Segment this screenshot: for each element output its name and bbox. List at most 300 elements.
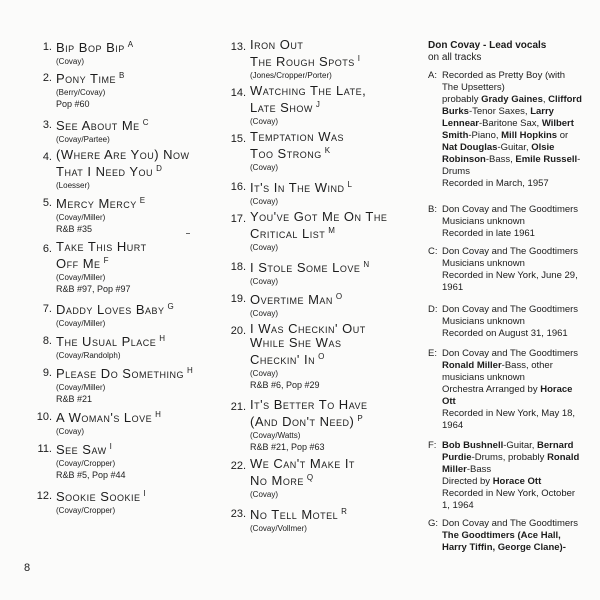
track-number: 8. bbox=[42, 335, 52, 347]
session-note bbox=[428, 246, 596, 294]
track-title-text: A Woman's Love bbox=[56, 410, 153, 425]
track-title-line bbox=[250, 336, 366, 350]
track-title-text: Watching The Late, bbox=[250, 83, 367, 98]
songwriter-credits: (Covay/Cropper) bbox=[56, 459, 116, 468]
session-detail-line bbox=[442, 70, 596, 82]
track-title-text: (And Don't Need) bbox=[250, 414, 355, 429]
session-detail-line bbox=[442, 228, 596, 240]
track-number: 4. bbox=[42, 151, 52, 163]
session-text: , bbox=[542, 94, 549, 105]
session-reference: P bbox=[357, 414, 364, 423]
musician-name: Grady Gaines bbox=[481, 94, 543, 105]
track-number: 7. bbox=[42, 303, 52, 315]
session-text: Recorded in late 1961 bbox=[442, 228, 535, 239]
session-note bbox=[428, 304, 596, 340]
songwriter-credits: (Covay) bbox=[250, 369, 279, 378]
session-text: -Bass bbox=[466, 464, 492, 475]
session-text: -Guitar, bbox=[503, 440, 538, 451]
songwriter-credits: (Covay/Watts) bbox=[250, 431, 301, 440]
session-detail-line bbox=[442, 282, 596, 294]
songwriter-credits: (Covay/Miller) bbox=[56, 383, 106, 392]
track-title bbox=[250, 457, 355, 488]
session-reference: N bbox=[363, 260, 370, 269]
session-reference: Q bbox=[306, 473, 314, 482]
session-text: Drums bbox=[442, 166, 470, 177]
track-title-text: No More bbox=[250, 473, 304, 488]
session-reference: O bbox=[318, 352, 325, 361]
session-text: Don Covay and The Goodtimers bbox=[442, 518, 579, 529]
session-detail-line bbox=[442, 270, 596, 282]
track-title-text: Too Strong bbox=[250, 146, 322, 161]
session-detail-line bbox=[442, 408, 596, 420]
track-item bbox=[0, 69, 125, 110]
lead-vocals-name: Don Covay - Lead vocals bbox=[428, 40, 547, 51]
session-reference: G bbox=[167, 302, 175, 311]
songwriter-credits: (Covay) bbox=[250, 277, 279, 286]
track-number: 3. bbox=[42, 119, 52, 131]
track-item bbox=[0, 364, 193, 405]
songwriter-credits: (Covay) bbox=[56, 427, 85, 436]
track-number: 6. bbox=[42, 243, 52, 255]
session-detail-line bbox=[442, 178, 596, 190]
session-reference: L bbox=[347, 180, 353, 189]
session-letter: D: bbox=[428, 304, 438, 315]
session-text: -Guitar, bbox=[497, 142, 532, 153]
track-item bbox=[218, 178, 352, 207]
session-letter: C: bbox=[428, 246, 438, 257]
session-text: Recorded in New York, May 18, bbox=[442, 408, 576, 419]
musician-name: Robinson bbox=[442, 154, 486, 165]
session-detail-line bbox=[442, 396, 596, 408]
session-detail-line bbox=[442, 328, 596, 340]
musician-name: Ronald Miller bbox=[442, 360, 502, 371]
session-detail-line bbox=[442, 258, 596, 270]
track-title-line bbox=[250, 350, 366, 367]
track-title-text: No Tell Motel bbox=[250, 507, 339, 522]
session-text: - bbox=[577, 154, 581, 165]
track-title-text: Temptation Was bbox=[250, 129, 344, 144]
track-title-text: The Rough Spots bbox=[250, 54, 355, 69]
session-letter: B: bbox=[428, 204, 437, 215]
track-title-line bbox=[250, 178, 352, 195]
track-title bbox=[250, 210, 387, 241]
session-reference: D bbox=[156, 164, 163, 173]
session-detail-line bbox=[442, 360, 596, 372]
track-title-line bbox=[250, 412, 368, 429]
session-text: Recorded as Pretty Boy (with bbox=[442, 70, 566, 81]
session-reference: B bbox=[119, 71, 125, 80]
track-item bbox=[218, 505, 347, 534]
track-title-text: The Usual Place bbox=[56, 334, 157, 349]
session-text: Recorded in New York, October bbox=[442, 488, 576, 499]
session-detail-line bbox=[442, 166, 596, 178]
session-reference: I bbox=[143, 489, 147, 498]
session-text: -Baritone Sax, bbox=[478, 118, 542, 129]
track-number: 11. bbox=[37, 443, 52, 455]
musician-name: Olsie bbox=[531, 142, 555, 153]
songwriter-credits: (Covay/Vollmer) bbox=[250, 524, 307, 533]
track-number: 2. bbox=[42, 72, 52, 84]
track-item bbox=[0, 332, 166, 361]
session-reference: K bbox=[324, 146, 331, 155]
track-title-text: Iron Out bbox=[250, 37, 304, 52]
songwriter-credits: (Berry/Covay) bbox=[56, 88, 106, 97]
track-item bbox=[0, 408, 161, 437]
track-title-line bbox=[56, 487, 146, 504]
session-text: Recorded in New York, June 29, bbox=[442, 270, 578, 281]
track-title-text: Daddy Loves Baby bbox=[56, 302, 165, 317]
session-letter: A: bbox=[428, 70, 437, 81]
track-item bbox=[0, 194, 146, 235]
musician-name: Horace Ott bbox=[492, 476, 542, 487]
track-number: 9. bbox=[42, 367, 52, 379]
session-detail-line bbox=[442, 488, 596, 500]
musician-name: Smith bbox=[442, 130, 469, 141]
track-number: 14. bbox=[230, 87, 246, 99]
track-title bbox=[56, 332, 166, 349]
track-title bbox=[56, 116, 149, 133]
track-item bbox=[218, 38, 360, 81]
session-reference: H bbox=[155, 410, 162, 419]
session-detail-line bbox=[442, 130, 596, 142]
track-title bbox=[56, 408, 161, 425]
session-detail-line bbox=[442, 216, 596, 228]
track-title-line bbox=[250, 471, 355, 488]
session-letter: E: bbox=[428, 348, 437, 359]
track-item bbox=[218, 258, 370, 287]
track-title-text: We Can't Make It bbox=[250, 456, 355, 471]
session-text: Recorded on August 31, 1961 bbox=[442, 328, 568, 339]
track-item bbox=[0, 148, 190, 191]
session-detail-line bbox=[442, 118, 596, 130]
track-title-text: Sookie Sookie bbox=[56, 489, 141, 504]
session-text: Musicians unknown bbox=[442, 258, 525, 269]
track-title-text: Take This Hurt bbox=[56, 239, 147, 254]
session-reference: R bbox=[341, 507, 348, 516]
track-title-text: Pony Time bbox=[56, 71, 116, 86]
track-number: 13. bbox=[230, 41, 246, 53]
chart-position: R&B #21 bbox=[56, 394, 93, 404]
track-number: 18. bbox=[230, 261, 246, 273]
track-title-line bbox=[250, 505, 347, 522]
track-title-line bbox=[56, 364, 193, 381]
session-text: Directed by bbox=[442, 476, 493, 487]
track-title bbox=[250, 398, 368, 429]
track-title bbox=[56, 194, 146, 211]
musician-name: Bob Bushnell bbox=[442, 440, 504, 451]
track-number: 17. bbox=[230, 213, 246, 225]
track-title-text: See Saw bbox=[56, 442, 107, 457]
session-details bbox=[442, 204, 596, 240]
track-title-line bbox=[250, 130, 344, 144]
track-title-line bbox=[56, 332, 166, 349]
songwriter-credits: (Covay/Cropper) bbox=[56, 506, 116, 515]
musician-name: The Goodtimers (Ace Hall, bbox=[442, 530, 561, 541]
musician-name: Harry Tiffin, George Clane)- bbox=[442, 542, 566, 553]
track-title-line bbox=[56, 240, 147, 254]
songwriter-credits: (Covay/Miller) bbox=[56, 213, 106, 222]
session-text: probably bbox=[442, 94, 482, 105]
track-title bbox=[250, 178, 352, 195]
track-title bbox=[250, 130, 344, 161]
track-title-line bbox=[250, 144, 344, 161]
session-detail-line bbox=[442, 246, 596, 258]
songwriter-credits: (Covay/Miller) bbox=[56, 319, 106, 328]
session-detail-line bbox=[442, 106, 596, 118]
session-reference: M bbox=[328, 226, 336, 235]
songwriter-credits: (Covay/Partee) bbox=[56, 135, 110, 144]
track-title-text: Mercy Mercy bbox=[56, 196, 137, 211]
track-title-text: It's Better To Have bbox=[250, 397, 368, 412]
track-number: 19. bbox=[230, 293, 246, 305]
session-letter: F: bbox=[428, 440, 437, 451]
session-detail-line bbox=[442, 440, 596, 452]
track-item bbox=[218, 290, 343, 319]
track-title-text: (Where Are You) Now bbox=[56, 147, 190, 162]
track-title-line bbox=[250, 38, 360, 52]
track-title-text: Late Show bbox=[250, 100, 313, 115]
session-text: Don Covay and The Goodtimers bbox=[442, 304, 579, 315]
track-title-text: While She Was bbox=[250, 335, 342, 350]
track-item bbox=[0, 38, 134, 67]
session-text: Don Covay and The Goodtimers bbox=[442, 348, 579, 359]
session-reference: H bbox=[186, 366, 194, 375]
track-title-line bbox=[56, 254, 147, 271]
session-detail-line bbox=[442, 518, 596, 530]
session-detail-line bbox=[442, 476, 596, 488]
songwriter-credits: (Covay) bbox=[56, 57, 85, 66]
lead-vocals-note: on all tracks bbox=[428, 52, 482, 63]
track-title bbox=[56, 300, 174, 317]
session-reference: J bbox=[315, 100, 321, 109]
songwriter-credits: (Covay) bbox=[250, 197, 279, 206]
session-detail-line bbox=[442, 420, 596, 432]
chart-position: R&B #21, Pop #63 bbox=[250, 442, 325, 452]
track-item bbox=[218, 210, 387, 253]
track-title bbox=[250, 322, 366, 367]
track-number: 23. bbox=[230, 508, 246, 520]
track-title-text: Off Me bbox=[56, 256, 101, 271]
songwriter-credits: (Covay) bbox=[250, 243, 279, 252]
track-title-text: It's In The Wind bbox=[250, 180, 345, 195]
session-text: Don Covay and The Goodtimers bbox=[442, 204, 579, 215]
track-title-line bbox=[250, 398, 368, 412]
track-number: 1. bbox=[42, 41, 52, 53]
track-title-line bbox=[250, 258, 370, 275]
chart-position: R&B #5, Pop #44 bbox=[56, 470, 126, 480]
track-title bbox=[250, 505, 347, 522]
session-detail-line bbox=[442, 204, 596, 216]
session-text: Musicians unknown bbox=[442, 216, 525, 227]
track-title-line bbox=[250, 290, 343, 307]
track-title-line bbox=[56, 194, 146, 211]
track-item bbox=[218, 457, 355, 500]
session-reference: I bbox=[357, 54, 361, 63]
track-item bbox=[0, 440, 126, 481]
track-title bbox=[56, 487, 146, 504]
session-detail-line bbox=[442, 500, 596, 512]
songwriter-credits: (Covay) bbox=[250, 490, 279, 499]
track-title-line bbox=[56, 148, 190, 162]
track-item bbox=[218, 322, 366, 391]
track-title-text: Critical List bbox=[250, 226, 326, 241]
session-details bbox=[442, 440, 596, 512]
session-reference: A bbox=[127, 40, 134, 49]
musician-name: Purdie bbox=[442, 452, 472, 463]
track-title bbox=[56, 364, 193, 381]
session-text: musicians unknown bbox=[442, 372, 525, 383]
songwriter-credits: (Covay/Miller) bbox=[56, 273, 106, 282]
songwriter-credits: (Jones/Cropper/Porter) bbox=[250, 71, 332, 80]
musician-name: Bernard bbox=[537, 440, 574, 451]
songwriter-credits: (Covay) bbox=[250, 309, 279, 318]
musician-name: Ott bbox=[442, 396, 456, 407]
session-note bbox=[428, 348, 596, 432]
musician-name: Burks bbox=[442, 106, 469, 117]
track-title bbox=[56, 240, 147, 271]
session-text: The Upsetters) bbox=[442, 82, 505, 93]
session-text: or bbox=[557, 130, 569, 141]
musician-name: Emile Russell bbox=[515, 154, 578, 165]
session-text: Recorded in March, 1957 bbox=[442, 178, 549, 189]
songwriter-credits: (Loesser) bbox=[56, 181, 90, 190]
track-title-text: Checkin' In bbox=[250, 352, 316, 367]
track-item bbox=[218, 84, 366, 127]
track-title-line bbox=[56, 440, 126, 457]
songwriter-credits: (Covay) bbox=[250, 117, 279, 126]
track-title-text: Overtime Man bbox=[250, 292, 333, 307]
session-detail-line bbox=[442, 82, 596, 94]
track-title-line bbox=[250, 210, 387, 224]
track-item bbox=[218, 398, 368, 453]
track-title-line bbox=[56, 38, 134, 55]
session-detail-line bbox=[442, 464, 596, 476]
session-reference: C bbox=[142, 118, 149, 127]
track-title-text: That I Need You bbox=[56, 164, 154, 179]
session-detail-line bbox=[442, 348, 596, 360]
musician-name: Larry bbox=[530, 106, 554, 117]
songwriter-credits: (Covay) bbox=[250, 163, 279, 172]
session-details bbox=[442, 304, 596, 340]
chart-position: Pop #60 bbox=[56, 99, 90, 109]
track-title-text: I Was Checkin' Out bbox=[250, 321, 366, 336]
session-detail-line bbox=[442, 142, 596, 154]
session-detail-line bbox=[442, 542, 596, 554]
session-reference: I bbox=[109, 442, 113, 451]
session-reference: O bbox=[335, 292, 343, 301]
track-item bbox=[0, 116, 149, 145]
track-title-line bbox=[56, 69, 125, 86]
session-text: -Bass, other bbox=[501, 360, 553, 371]
session-detail-line bbox=[442, 452, 596, 464]
track-item bbox=[0, 300, 174, 329]
musician-name: Lennear bbox=[442, 118, 479, 129]
track-title-line bbox=[56, 116, 149, 133]
track-number: 21. bbox=[230, 401, 246, 413]
track-title bbox=[250, 84, 366, 115]
musician-name: Ronald bbox=[547, 452, 580, 463]
session-detail-line bbox=[442, 316, 596, 328]
session-detail-line bbox=[442, 384, 596, 396]
track-title-line bbox=[56, 162, 190, 179]
session-text: Don Covay and The Goodtimers bbox=[442, 246, 579, 257]
session-reference: E bbox=[139, 196, 146, 205]
session-details bbox=[442, 70, 596, 190]
chart-position: R&B #97, Pop #97 bbox=[56, 284, 131, 294]
track-title-line bbox=[250, 322, 366, 336]
track-number: 10. bbox=[36, 411, 52, 423]
chart-position: R&B #6, Pop #29 bbox=[250, 380, 320, 390]
track-title-line bbox=[250, 52, 360, 69]
track-title bbox=[56, 440, 126, 457]
track-title-line bbox=[250, 98, 366, 115]
songwriter-credits: (Covay/Randolph) bbox=[56, 351, 121, 360]
session-detail-line bbox=[442, 372, 596, 384]
session-text: -Tenor Saxes, bbox=[468, 106, 531, 117]
session-text: Musicians unknown bbox=[442, 316, 525, 327]
track-title-text: Please Do Something bbox=[56, 366, 184, 381]
track-title bbox=[56, 148, 190, 179]
session-note bbox=[428, 204, 596, 240]
musician-name: Nat Douglas bbox=[442, 142, 498, 153]
session-details bbox=[442, 348, 596, 432]
track-title-line bbox=[250, 224, 387, 241]
session-text: -Drums, probably bbox=[471, 452, 548, 463]
musician-name: Miller bbox=[442, 464, 467, 475]
track-title bbox=[250, 258, 370, 275]
session-reference: H bbox=[159, 334, 166, 343]
lead-vocals-header bbox=[428, 40, 546, 64]
session-text: 1964 bbox=[442, 420, 464, 431]
track-number: 12. bbox=[36, 490, 52, 502]
session-text: 1961 bbox=[442, 282, 464, 293]
track-title bbox=[56, 38, 134, 55]
musician-name: Horace bbox=[540, 384, 573, 395]
session-detail-line bbox=[442, 304, 596, 316]
track-title-line bbox=[56, 300, 174, 317]
track-title bbox=[56, 69, 125, 86]
track-title bbox=[250, 38, 360, 69]
session-details bbox=[442, 518, 596, 554]
session-note bbox=[428, 70, 596, 190]
track-title-text: You've Got Me On The bbox=[250, 209, 388, 224]
track-number: 5. bbox=[42, 197, 52, 209]
track-item bbox=[0, 487, 146, 516]
track-title-line bbox=[250, 457, 355, 471]
session-reference: F bbox=[103, 256, 109, 265]
session-details bbox=[442, 246, 596, 294]
session-letter: G: bbox=[428, 518, 439, 529]
track-title-line bbox=[250, 84, 366, 98]
track-number: 15. bbox=[230, 133, 246, 145]
musician-name: Clifford bbox=[548, 94, 582, 105]
session-text: -Bass, bbox=[485, 154, 516, 165]
session-detail-line bbox=[442, 94, 596, 106]
track-title bbox=[250, 290, 343, 307]
print-mark bbox=[186, 233, 190, 234]
musician-name: Mill Hopkins bbox=[501, 130, 558, 141]
session-text: 1, 1964 bbox=[442, 500, 474, 511]
track-title-text: See About Me bbox=[56, 118, 140, 133]
chart-position: R&B #35 bbox=[56, 224, 93, 234]
session-text: -Piano, bbox=[468, 130, 502, 141]
track-title-line bbox=[56, 408, 161, 425]
session-note bbox=[428, 518, 596, 554]
session-note bbox=[428, 440, 596, 512]
track-title-text: Bip Bop Bip bbox=[56, 40, 125, 55]
track-title-text: I Stole Some Love bbox=[250, 260, 361, 275]
session-detail-line bbox=[442, 530, 596, 542]
